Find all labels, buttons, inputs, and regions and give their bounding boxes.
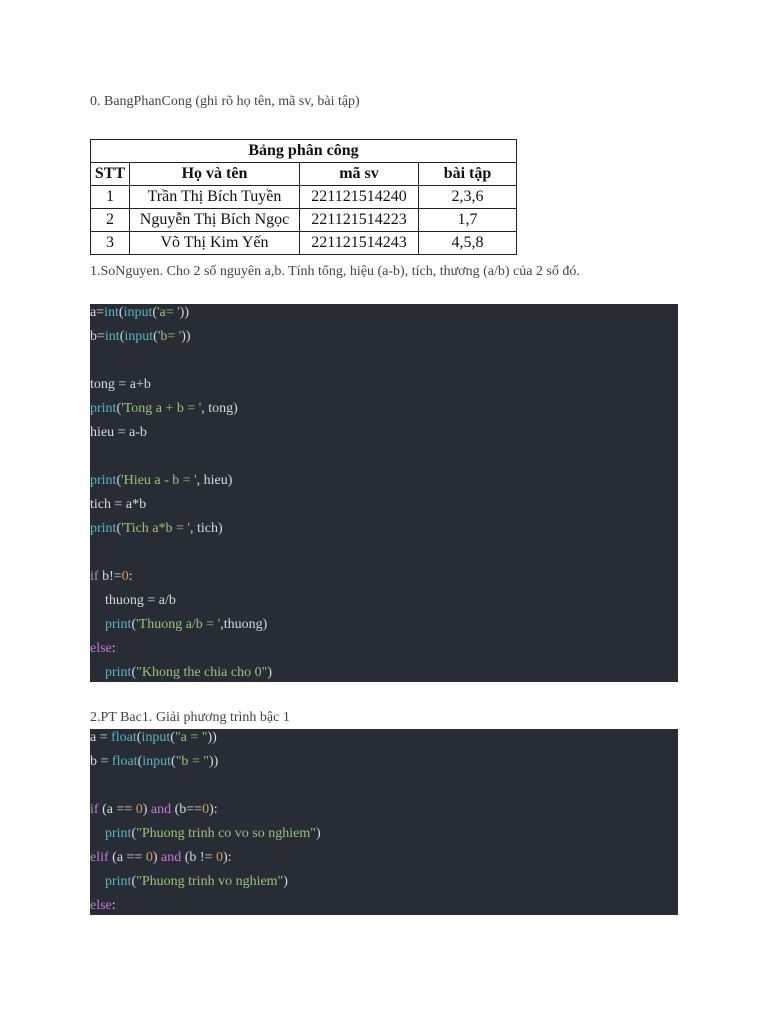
code-token: (a ==: [108, 850, 146, 865]
table-row: [91, 209, 517, 232]
code-token: ): [267, 665, 272, 680]
code-line: [90, 565, 678, 589]
table-row: [91, 186, 517, 209]
code-line: [90, 589, 678, 613]
code-token: (: [118, 305, 124, 320]
code-line: [90, 774, 678, 798]
code-token: if: [90, 569, 99, 584]
code-token: hieu = a-b: [90, 425, 147, 440]
code-token: (b !=: [181, 850, 216, 865]
code-token: "a = ": [174, 730, 208, 745]
header-name: Họ và tên: [130, 163, 300, 186]
code-token: "b = ": [175, 754, 210, 769]
code-token: "Phuong trinh co vo so nghiem": [136, 826, 316, 841]
code-token: 0: [135, 802, 143, 817]
code-line: [90, 798, 678, 822]
code-token: else: [90, 641, 112, 656]
code-token: tich = a*b: [90, 497, 147, 512]
code-line: [90, 421, 678, 445]
code-token: ): [152, 850, 161, 865]
code-line: [90, 541, 678, 565]
code-token: print: [90, 521, 117, 536]
code-token: (: [170, 730, 175, 745]
code-token: 'Hieu a - b = ': [121, 473, 197, 488]
code-token: :: [111, 641, 116, 656]
code-token: (: [136, 730, 142, 745]
table-row: [91, 232, 517, 255]
code-line: [90, 517, 678, 541]
code-token: print: [105, 874, 132, 889]
code-token: ): [142, 802, 151, 817]
code-line: [90, 846, 678, 870]
cell-assignment: 4,5,8: [419, 232, 517, 255]
cell-name: Nguyễn Thị Bích Ngọc: [130, 209, 300, 232]
code-token: (: [137, 754, 143, 769]
code-token: , tich): [189, 521, 223, 536]
code-token: print: [105, 617, 132, 632]
code-token: (: [153, 329, 158, 344]
code-token: 'a= ': [157, 305, 180, 320]
code-token: (b==: [171, 802, 203, 817]
code-token: (: [131, 874, 137, 889]
code-token: :: [111, 898, 116, 913]
code-token: "Phuong trinh vo nghiem": [136, 874, 284, 889]
code-line: [90, 661, 678, 685]
code-token: (: [116, 473, 122, 488]
code-token: 0: [215, 850, 223, 865]
code-line: [90, 349, 678, 373]
code-token: and: [150, 802, 172, 817]
code-token: tong = a+b: [90, 377, 151, 392]
code-line: [90, 726, 678, 750]
code-token: input: [123, 305, 153, 320]
code-line: [90, 493, 678, 517]
code-token: b!=: [98, 569, 122, 584]
cell-assignment: 1,7: [419, 209, 517, 232]
code-line: [90, 750, 678, 774]
cell-student-id: 221121514240: [300, 186, 419, 209]
code-block-songuyen: [90, 304, 678, 682]
code-token: input: [124, 329, 154, 344]
code-token: 0: [145, 850, 153, 865]
code-token: (: [116, 401, 122, 416]
header-stt: STT: [91, 163, 130, 186]
code-token: (a ==: [98, 802, 136, 817]
code-token: b =: [90, 754, 112, 769]
code-token: print: [105, 665, 132, 680]
code-token: print: [105, 826, 132, 841]
code-token: ):: [209, 802, 218, 817]
code-token: (: [152, 305, 158, 320]
code-token: ): [315, 826, 321, 841]
cell-name: Trần Thị Bích Tuyền: [130, 186, 300, 209]
code-token: )): [207, 730, 217, 745]
code-token: int: [104, 329, 120, 344]
code-token: float: [111, 730, 137, 745]
code-token: input: [142, 754, 172, 769]
code-token: , tong): [201, 401, 238, 416]
cell-student-id: 221121514243: [300, 232, 419, 255]
code-line: [90, 894, 678, 918]
code-line: [90, 445, 678, 469]
table-caption-row: [91, 140, 517, 163]
code-token: 'Thuong a/b = ': [136, 617, 221, 632]
cell-student-id: 221121514223: [300, 209, 419, 232]
code-token: int: [104, 305, 119, 320]
code-token: 'b= ': [157, 329, 182, 344]
code-token: 0: [202, 802, 210, 817]
code-line: [90, 397, 678, 421]
code-line: [90, 870, 678, 894]
code-line: [90, 637, 678, 661]
cell-stt: 1: [91, 186, 130, 209]
code-token: b=: [90, 329, 105, 344]
code-token: )): [209, 754, 219, 769]
code-token: , hieu): [196, 473, 233, 488]
code-token: 'Tich a*b = ': [121, 521, 190, 536]
code-token: 'Tong a + b = ': [121, 401, 202, 416]
code-token: input: [141, 730, 171, 745]
code-token: elif: [90, 850, 109, 865]
code-token: 0: [121, 569, 129, 584]
code-token: )): [179, 305, 189, 320]
code-token: (: [131, 617, 137, 632]
code-token: and: [161, 850, 182, 865]
code-token: (: [171, 754, 176, 769]
code-token: "Khong the chia cho 0": [136, 665, 268, 680]
code-line: [90, 325, 678, 349]
code-token: :: [128, 569, 133, 584]
code-token: ,thuong): [220, 617, 268, 632]
cell-stt: 3: [91, 232, 130, 255]
code-token: (: [116, 521, 122, 536]
table-header-row: [91, 163, 517, 186]
code-token: (: [119, 329, 125, 344]
code-token: thuong = a/b: [105, 593, 176, 608]
header-assignment: bài tập: [419, 163, 517, 186]
section-2-heading: 2.PT Bac1. Giải phương trình bậc 1: [90, 710, 290, 725]
code-line: [90, 613, 678, 637]
code-token: ):: [222, 850, 232, 865]
code-token: else: [90, 898, 112, 913]
section-1-heading: 1.SoNguyen. Cho 2 số nguyên a,b. Tính tổng, hiệu (a-b), tích, thương (a/b) của 2 số đó.: [90, 264, 580, 279]
code-token: a=: [90, 305, 105, 320]
table-caption: Bảng phân công: [91, 140, 517, 163]
cell-assignment: 2,3,6: [419, 186, 517, 209]
code-token: (: [131, 826, 137, 841]
cell-name: Võ Thị Kim Yến: [130, 232, 300, 255]
header-student-id: mã sv: [300, 163, 419, 186]
code-token: a =: [90, 730, 112, 745]
code-token: if: [90, 802, 99, 817]
code-line: [90, 469, 678, 493]
code-block-pt-bac1: [90, 729, 678, 915]
code-token: print: [90, 473, 117, 488]
section-0-heading: 0. BangPhanCong (ghi rõ họ tên, mã sv, bài tập): [90, 94, 360, 109]
code-token: print: [90, 401, 117, 416]
code-token: )): [181, 329, 191, 344]
code-line: [90, 373, 678, 397]
code-token: ): [283, 874, 288, 889]
code-token: (: [131, 665, 137, 680]
assignment-table: [90, 139, 517, 255]
cell-stt: 2: [91, 209, 130, 232]
code-token: float: [111, 754, 138, 769]
code-line: [90, 301, 678, 325]
code-line: [90, 822, 678, 846]
